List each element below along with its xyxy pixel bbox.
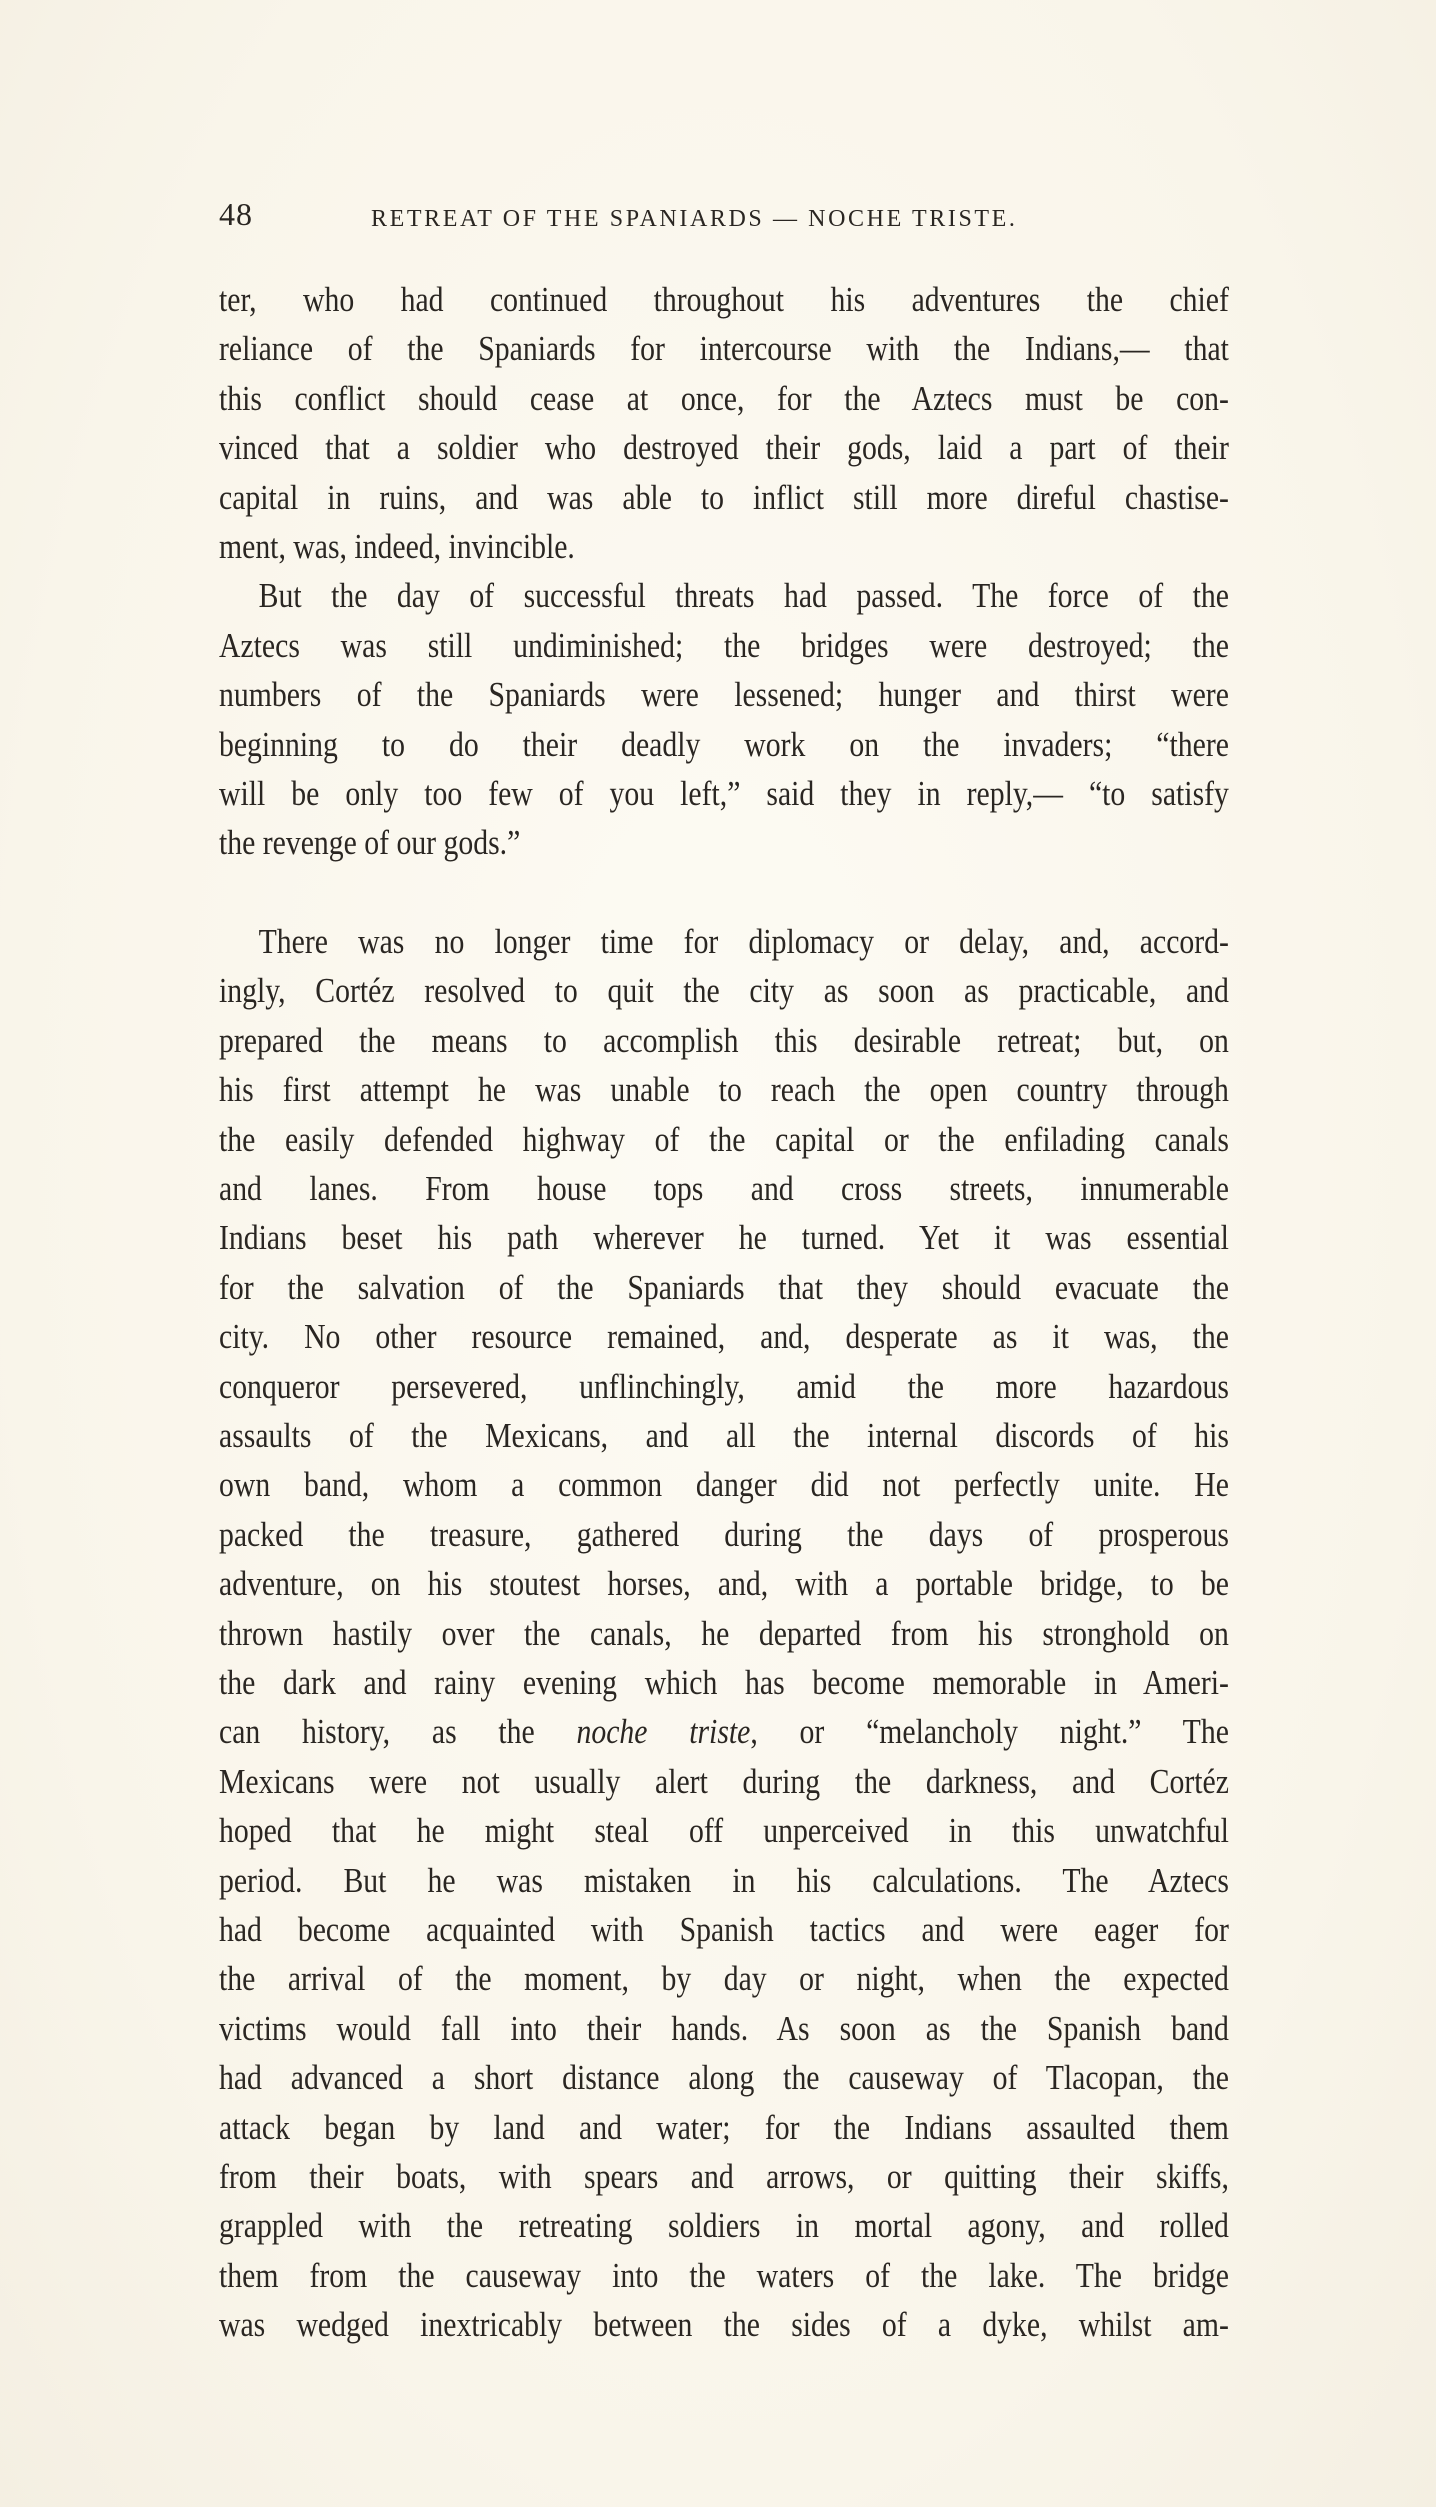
paragraph xyxy=(219,572,1229,868)
text-line: prepared the means to accomplish this desirable retreat; but, on xyxy=(219,1021,1229,1060)
page-number: 48 xyxy=(219,196,253,232)
paragraph xyxy=(219,276,1229,572)
text-line: beginning to do their deadly work on the invaders; “there xyxy=(219,725,1229,764)
text-line: period. But he was mistaken in his calculations. The Aztecs xyxy=(219,1861,1229,1900)
body-text xyxy=(219,276,1229,2351)
text-line: was wedged inextricably between the sides of a dyke, whilst am- xyxy=(219,2306,1229,2345)
italic-phrase: noche triste xyxy=(576,1713,751,1752)
text-line: ter, who had continued throughout his adventures the chief xyxy=(219,281,1229,319)
text-line: can history, as the noche triste, or “melancholy night.” The xyxy=(219,1713,1229,1752)
page-header xyxy=(219,196,1229,236)
text-line: vinced that a soldier who destroyed their gods, laid a part of their xyxy=(219,429,1229,468)
text-line: assaults of the Mexicans, and all the internal discords of his xyxy=(219,1416,1229,1455)
text-line: hoped that he might steal off unperceived in this unwatchful xyxy=(219,1812,1229,1851)
text-line: had advanced a short distance along the causeway of Tlacopan, the xyxy=(219,2059,1229,2098)
text-line: conqueror persevered, unflinchingly, amid the more hazardous xyxy=(219,1367,1229,1406)
text-line: the easily defended highway of the capital or the enfilading canals xyxy=(219,1120,1229,1159)
text-line: own band, whom a common danger did not perfectly unite. He xyxy=(219,1466,1229,1505)
text-line: ment, was, indeed, invincible. xyxy=(219,528,575,567)
text-line: had become acquainted with Spanish tactics and were eager for xyxy=(219,1911,1229,1949)
text-line: victims would fall into their hands. As soon as the Spanish band xyxy=(219,2009,1229,2048)
text-line: Mexicans were not usually alert during the darkness, and Cortéz xyxy=(219,1762,1229,1801)
text-line: numbers of the Spaniards were lessened; hunger and thirst were xyxy=(219,676,1229,715)
text-line: Aztecs was still undiminished; the bridges were destroyed; the xyxy=(219,626,1229,665)
text-line: capital in ruins, and was able to inflict still more direful chastise- xyxy=(219,478,1229,517)
text-line: his first attempt he was unable to reach the open country through xyxy=(219,1071,1229,1110)
text-line: Indians beset his path wherever he turned. Yet it was essential xyxy=(219,1219,1229,1258)
text-line: packed the treasure, gathered during the days of prosperous xyxy=(219,1515,1229,1554)
running-head: RETREAT OF THE SPANIARDS — NOCHE TRISTE. xyxy=(371,206,1018,232)
text-line: city. No other resource remained, and, desperate as it was, the xyxy=(219,1318,1229,1357)
text-line: from their boats, with spears and arrows, or quitting their skiffs, xyxy=(219,2158,1229,2197)
paragraph xyxy=(219,918,1229,2351)
text-line: and lanes. From house tops and cross streets, innumerable xyxy=(219,1169,1229,1208)
text-line: adventure, on his stoutest horses, and, with a portable bridge, to be xyxy=(219,1565,1229,1604)
text-line: the arrival of the moment, by day or night, when the expected xyxy=(219,1960,1229,1999)
text-line: There was no longer time for diplomacy or delay, and, accord- xyxy=(258,922,1229,961)
text-line: the revenge of our gods.” xyxy=(219,824,521,863)
text-line: this conflict should cease at once, for the Aztecs must be con- xyxy=(219,379,1229,418)
text-line: reliance of the Spaniards for intercourse with the Indians,— that xyxy=(219,330,1229,369)
text-line: ingly, Cortéz resolved to quit the city as soon as practicable, and xyxy=(219,972,1229,1011)
text-line: thrown hastily over the canals, he departed from his stronghold on xyxy=(219,1614,1229,1653)
text-line: grappled with the retreating soldiers in mortal agony, and rolled xyxy=(219,2207,1229,2246)
text-line: the dark and rainy evening which has become memorable in Ameri- xyxy=(219,1663,1229,1702)
text-line: for the salvation of the Spaniards that they should evacuate the xyxy=(219,1268,1229,1307)
text-line: But the day of successful threats had passed. The force of the xyxy=(258,577,1229,616)
text-line: them from the causeway into the waters of the lake. The bridge xyxy=(219,2256,1229,2295)
text-line: attack began by land and water; for the Indians assaulted them xyxy=(219,2108,1229,2147)
text-line: will be only too few of you left,” said they in reply,— “to satisfy xyxy=(219,775,1229,814)
